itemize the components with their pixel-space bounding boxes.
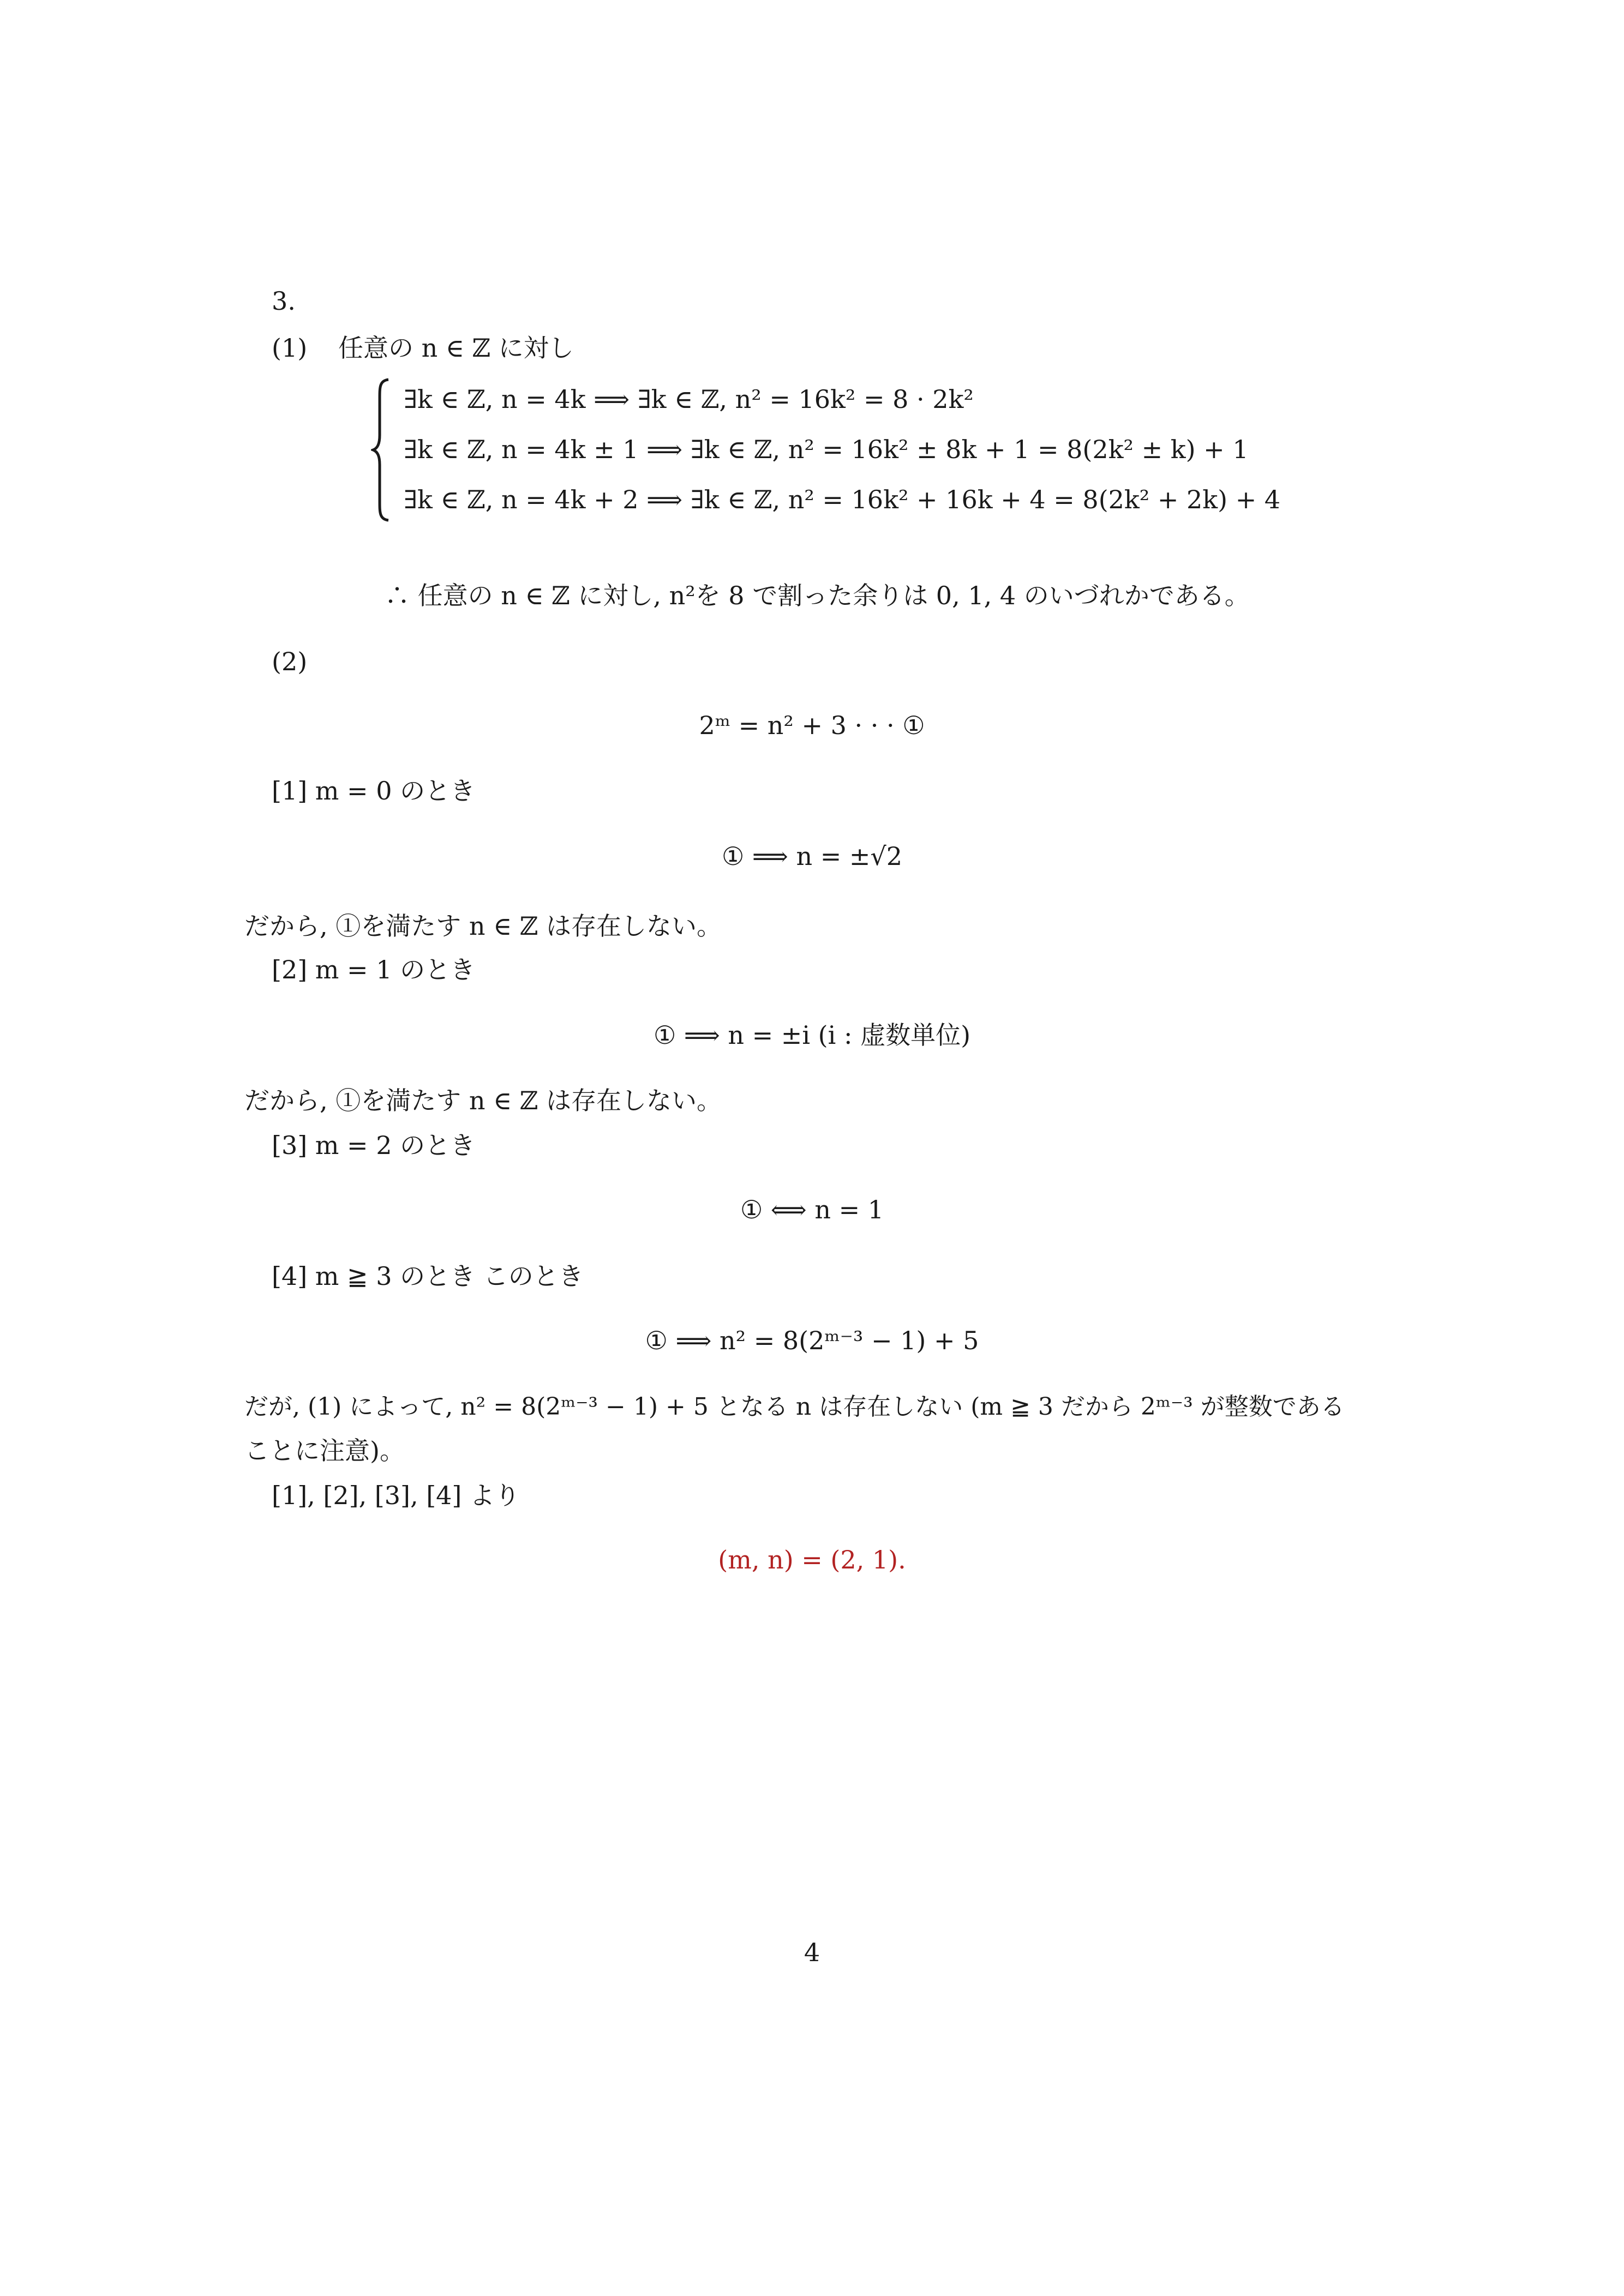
case1-heading: [1] m = 0 のとき	[272, 776, 476, 806]
case4-heading: [4] m ≧ 3 のとき このとき	[272, 1261, 584, 1291]
case-4k: ∃k ∈ ℤ, n = 4k ⟹ ∃k ∈ ℤ, n² = 16k² = 8 · 2k²	[404, 384, 974, 414]
page-number: 4	[804, 1938, 820, 1967]
part2-label: (2)	[272, 647, 308, 676]
part1-conclusion: ∴ 任意の n ∈ ℤ に対し, n²を 8 で割った余りは 0, 1, 4 のいづれかである。	[385, 581, 1250, 610]
problem-number: 3.	[272, 286, 296, 316]
case4-remark-line1: だが, (1) によって, n² = 8(2ᵐ⁻³ − 1) + 5 となる n は存在しない (m ≧ 3 だから 2ᵐ⁻³ が整数である	[244, 1393, 1345, 1421]
case2-remark: だから, ①を満たす n ∈ ℤ は存在しない。	[244, 1086, 722, 1115]
case-4k-plus2: ∃k ∈ ℤ, n = 4k + 2 ⟹ ∃k ∈ ℤ, n² = 16k² + 16k + 4 = 8(2k² + 2k) + 4	[404, 485, 1281, 514]
case-4k-pm1: ∃k ∈ ℤ, n = 4k ± 1 ⟹ ∃k ∈ ℤ, n² = 16k² ± 8k + 1 = 8(2k² ± k) + 1	[404, 435, 1249, 464]
part1-intro: 任意の n ∈ ℤ に対し	[338, 333, 574, 363]
cases-block	[371, 376, 1353, 524]
final-answer: (m, n) = (2, 1).	[718, 1545, 906, 1574]
case4-remark-line2: ことに注意)。	[244, 1436, 405, 1465]
left-brace-icon	[371, 376, 393, 524]
part1-label: (1)	[272, 333, 308, 363]
case4-equation: ① ⟹ n² = 8(2ᵐ⁻³ − 1) + 5	[645, 1326, 979, 1355]
case1-equation: ① ⟹ n = ±√2	[722, 842, 902, 871]
main-equation: 2ᵐ = n² + 3 · · · ①	[699, 711, 925, 740]
summary-line: [1], [2], [3], [4] より	[272, 1481, 520, 1510]
case1-remark: だから, ①を満たす n ∈ ℤ は存在しない。	[244, 911, 722, 941]
case2-equation: ① ⟹ n = ±i (i : 虚数単位)	[653, 1020, 971, 1050]
case3-equation: ① ⟺ n = 1	[740, 1195, 884, 1224]
case3-heading: [3] m = 2 のとき	[272, 1131, 476, 1160]
case2-heading: [2] m = 1 のとき	[272, 955, 476, 984]
